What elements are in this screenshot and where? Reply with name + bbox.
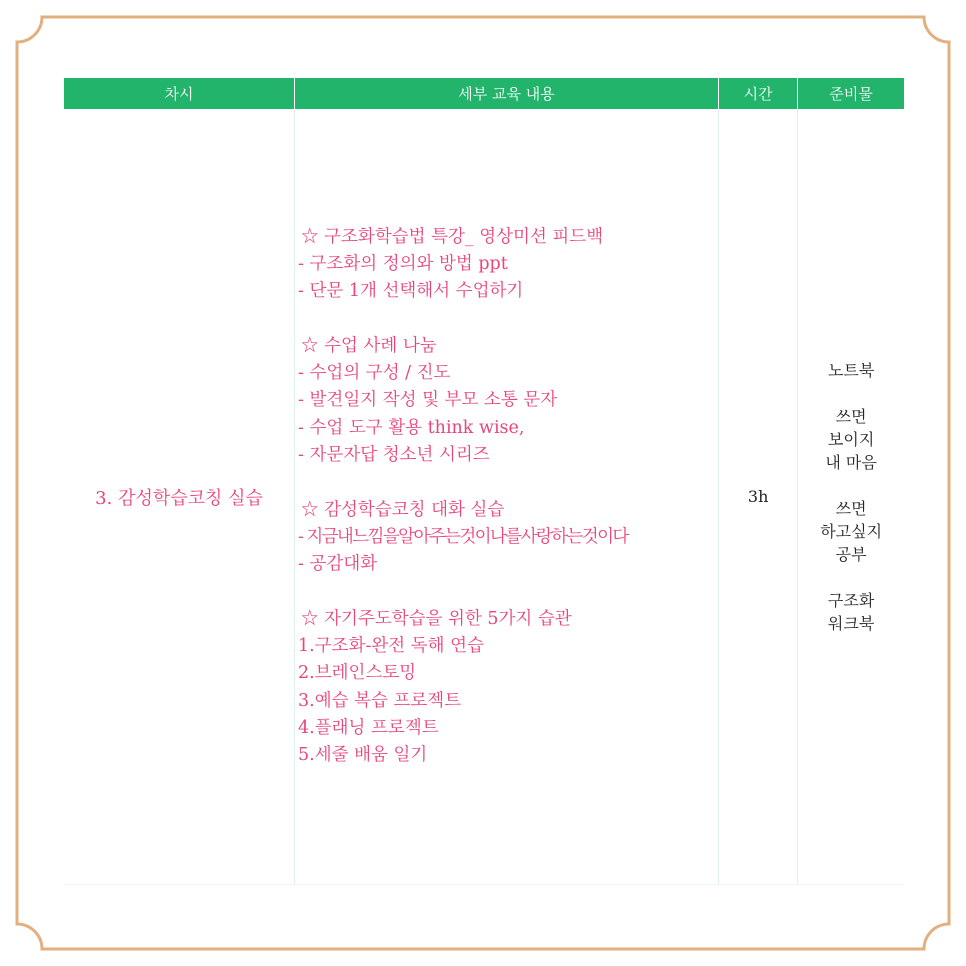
section-line: - 수업 도구 활용 think wise, [298, 417, 525, 438]
education-table [64, 78, 904, 885]
header-content: 세부 교육 내용 [295, 78, 719, 109]
session-cell: 3. 감성학습코칭 실습 [64, 109, 295, 885]
materials-line: 워크북 [827, 613, 875, 633]
materials-line: 공부 [835, 544, 867, 564]
section-line: - 지금내느낌을알아주는것이나를사랑하는것이다 [298, 526, 628, 547]
section-line: 1.구조화-완전 독해 연습 [298, 635, 484, 656]
header-time: 시간 [719, 78, 798, 109]
section-line: - 공감대화 [298, 554, 378, 575]
content-section [298, 497, 718, 579]
section-line: 2.브레인스토밍 [298, 663, 417, 684]
materials-group [798, 497, 904, 566]
materials-line: 보이지 [827, 429, 875, 449]
section-line: 5.세줄 배움 일기 [298, 745, 428, 766]
section-line: - 발견일지 작성 및 부모 소통 문자 [298, 390, 558, 411]
materials-line: 구조화 [827, 590, 875, 610]
section-title: ☆ 수업 사례 나눔 [301, 335, 437, 356]
header-session: 차시 [64, 78, 295, 109]
content-section [298, 333, 718, 469]
materials-group [798, 359, 904, 382]
materials-line: 쓰면 [835, 498, 867, 518]
section-title: ☆ 자기주도학습을 위한 5가지 습관 [301, 608, 572, 629]
section-title: ☆ 감성학습코칭 대화 실습 [301, 499, 505, 520]
materials-line: 쓰면 [835, 406, 867, 426]
materials-group [798, 589, 904, 635]
materials-line: 하고싶지 [820, 521, 883, 541]
section-line: 3.예습 복습 프로젝트 [298, 690, 462, 711]
materials-cell [798, 109, 904, 885]
section-line: - 단문 1개 선택해서 수업하기 [298, 281, 524, 302]
section-line: - 수업의 구성 / 진도 [298, 363, 451, 384]
time-cell: 3h [719, 109, 798, 885]
content-cell [295, 109, 719, 885]
table-row [64, 109, 904, 885]
content-section [298, 224, 718, 306]
section-title: ☆ 구조화학습법 특강_ 영상미션 피드백 [301, 226, 604, 247]
section-line: - 자문자답 청소년 시리즈 [298, 444, 490, 465]
materials-line: 내 마음 [825, 452, 877, 472]
section-line: 4.플래닝 프로젝트 [298, 717, 439, 738]
header-materials: 준비물 [798, 78, 904, 109]
materials-group [798, 405, 904, 474]
materials-line: 노트북 [827, 360, 875, 380]
table-header-row [64, 78, 904, 109]
content-section [298, 606, 718, 770]
section-line: - 구조화의 정의와 방법 ppt [298, 253, 508, 274]
